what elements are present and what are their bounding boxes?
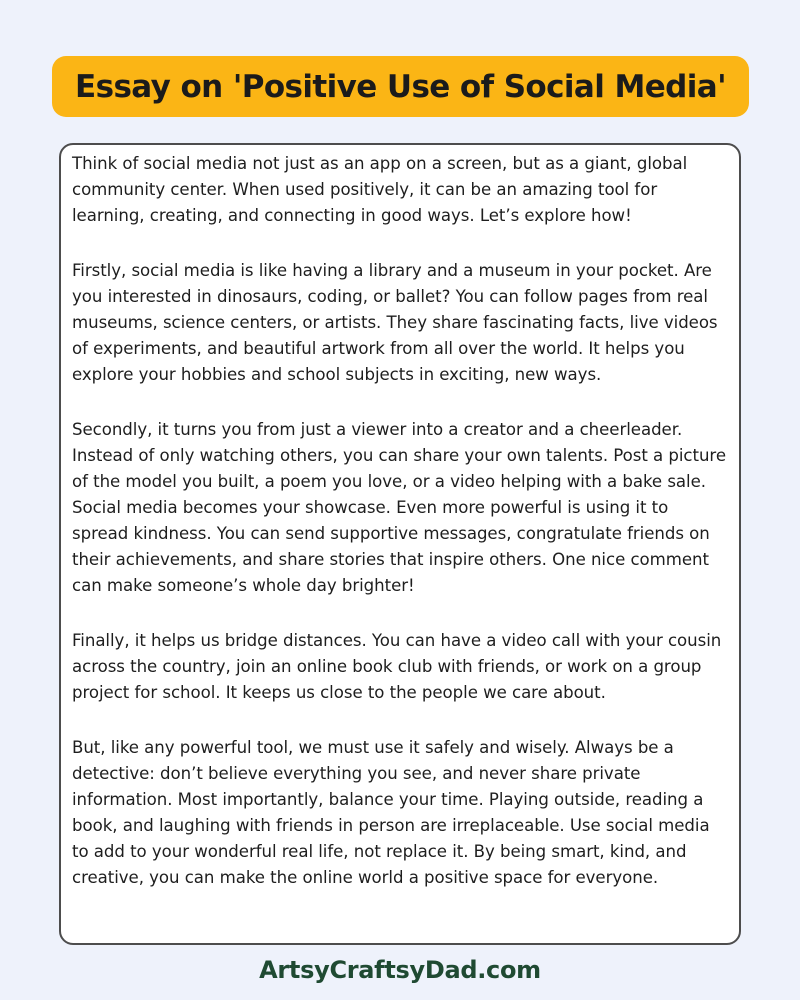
essay-paragraph-secondly: Secondly, it turns you from just a viewer into a creator and a cheerleader. Instead of only watching others, you can share your own talents. Post a picture of the model you built, a poem you love, or a video helping with a bake sale. Social media becomes your showcase. Even more powerful is using it to spread kindness. You can send supportive messages, congratulate friends on their achievements, and share stories that inspire others. One nice comment can make someone’s whole day brighter!: [72, 420, 726, 595]
essay-card: [59, 143, 741, 945]
essay-paragraph-intro: Think of social media not just as an app on a screen, but as a giant, global community center. When used positively, it can be an amazing tool for learning, creating, and connecting in good ways. Let’s explore how!: [72, 154, 688, 225]
essay-paragraph-firstly: Firstly, social media is like having a library and a museum in your pocket. Are you interested in dinosaurs, coding, or ballet? You can follow pages from real museums, science centers, or artists. They share fascinating facts, live videos of experiments, and beautiful artwork from all over the world. It helps you explore your hobbies and school subjects in exciting, new ways.: [72, 261, 718, 384]
footer-website: ArtsyCraftsyDad.com: [259, 956, 541, 984]
essay-paragraph-conclusion: But, like any powerful tool, we must use it safely and wisely. Always be a detective: don’t believe everything you see, and never share private information. Most importantly, balance your time. Playing outside, reading a book, and laughing with friends in person are irreplaceable. Use social media to add to your wonderful real life, not replace it. By being smart, kind, and creative, you can make the online world a positive space for everyone.: [72, 738, 710, 887]
title-banner: [52, 56, 749, 117]
essay-title: Essay on 'Positive Use of Social Media': [75, 68, 726, 105]
essay-paragraph-finally: Finally, it helps us bridge distances. You can have a video call with your cousin across the country, join an online book club with friends, or work on a group project for school. It keeps us close to the people we care about.: [72, 631, 722, 702]
